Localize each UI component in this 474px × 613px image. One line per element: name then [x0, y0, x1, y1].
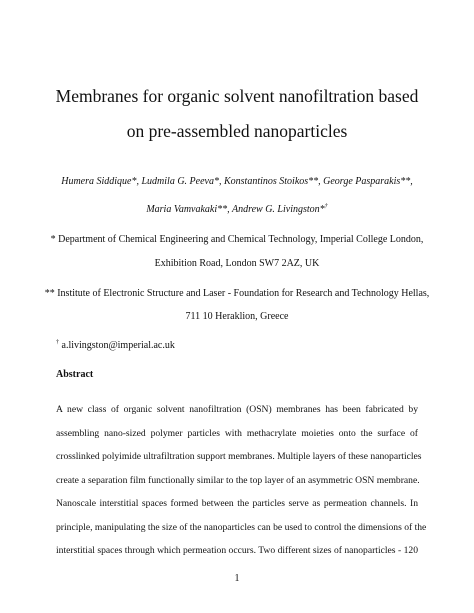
paper-title-line-1: Membranes for organic solvent nanofiltration based	[55, 86, 419, 106]
paper-title-line-2: on pre-assembled nanoparticles	[126, 121, 348, 141]
abstract-line: create a separation film functionally similar to the top layer of an asymmetric OSN membrane.	[56, 475, 420, 486]
abstract-heading: Abstract	[56, 369, 94, 380]
affiliation-2-line-1: ** Institute of Electronic Structure and Laser - Foundation for Research and Technology Hellas,	[44, 288, 430, 299]
abstract-line: Nanoscale interstitial spaces formed between the particles serve as permeation channels. In	[56, 498, 418, 509]
abstract-line: principle, manipulating the size of the nanoparticles can be used to control the dimensions of the	[56, 522, 427, 533]
affiliation-1-line-1: * Department of Chemical Engineering and Chemical Technology, Imperial College London,	[50, 234, 424, 245]
corresponding-author-mark: †	[324, 203, 328, 210]
abstract-line: assembling nano-sized polymer particles with methacrylate moieties onto the surface of	[56, 428, 418, 439]
corresponding-email: a.livingston@imperial.ac.uk	[61, 340, 175, 351]
email-mark: †	[56, 339, 59, 346]
abstract-line: A new class of organic solvent nanofiltration (OSN) membranes has been fabricated by	[56, 404, 418, 415]
authors-line-1: Humera Siddique*, Ludmila G. Peeva*, Konstantinos Stoikos**, George Pasparakis**,	[61, 176, 413, 187]
abstract-line: crosslinked polyimide ultrafiltration support membranes. Multiple layers of these nanoparticles	[56, 451, 422, 462]
affiliation-2-line-2: 711 10 Heraklion, Greece	[185, 311, 289, 322]
authors-line-2	[40, 204, 434, 216]
abstract-line: interstitial spaces through which permeation occurs. Two different sizes of nanoparticles - 120	[56, 545, 418, 556]
authors-line-2-text: Maria Vamvakaki**, Andrew G. Livingston*	[146, 204, 325, 215]
corresponding-email-line	[56, 340, 175, 352]
affiliation-1-line-2: Exhibition Road, London SW7 2AZ, UK	[154, 258, 320, 269]
page-number: 1	[234, 573, 240, 584]
